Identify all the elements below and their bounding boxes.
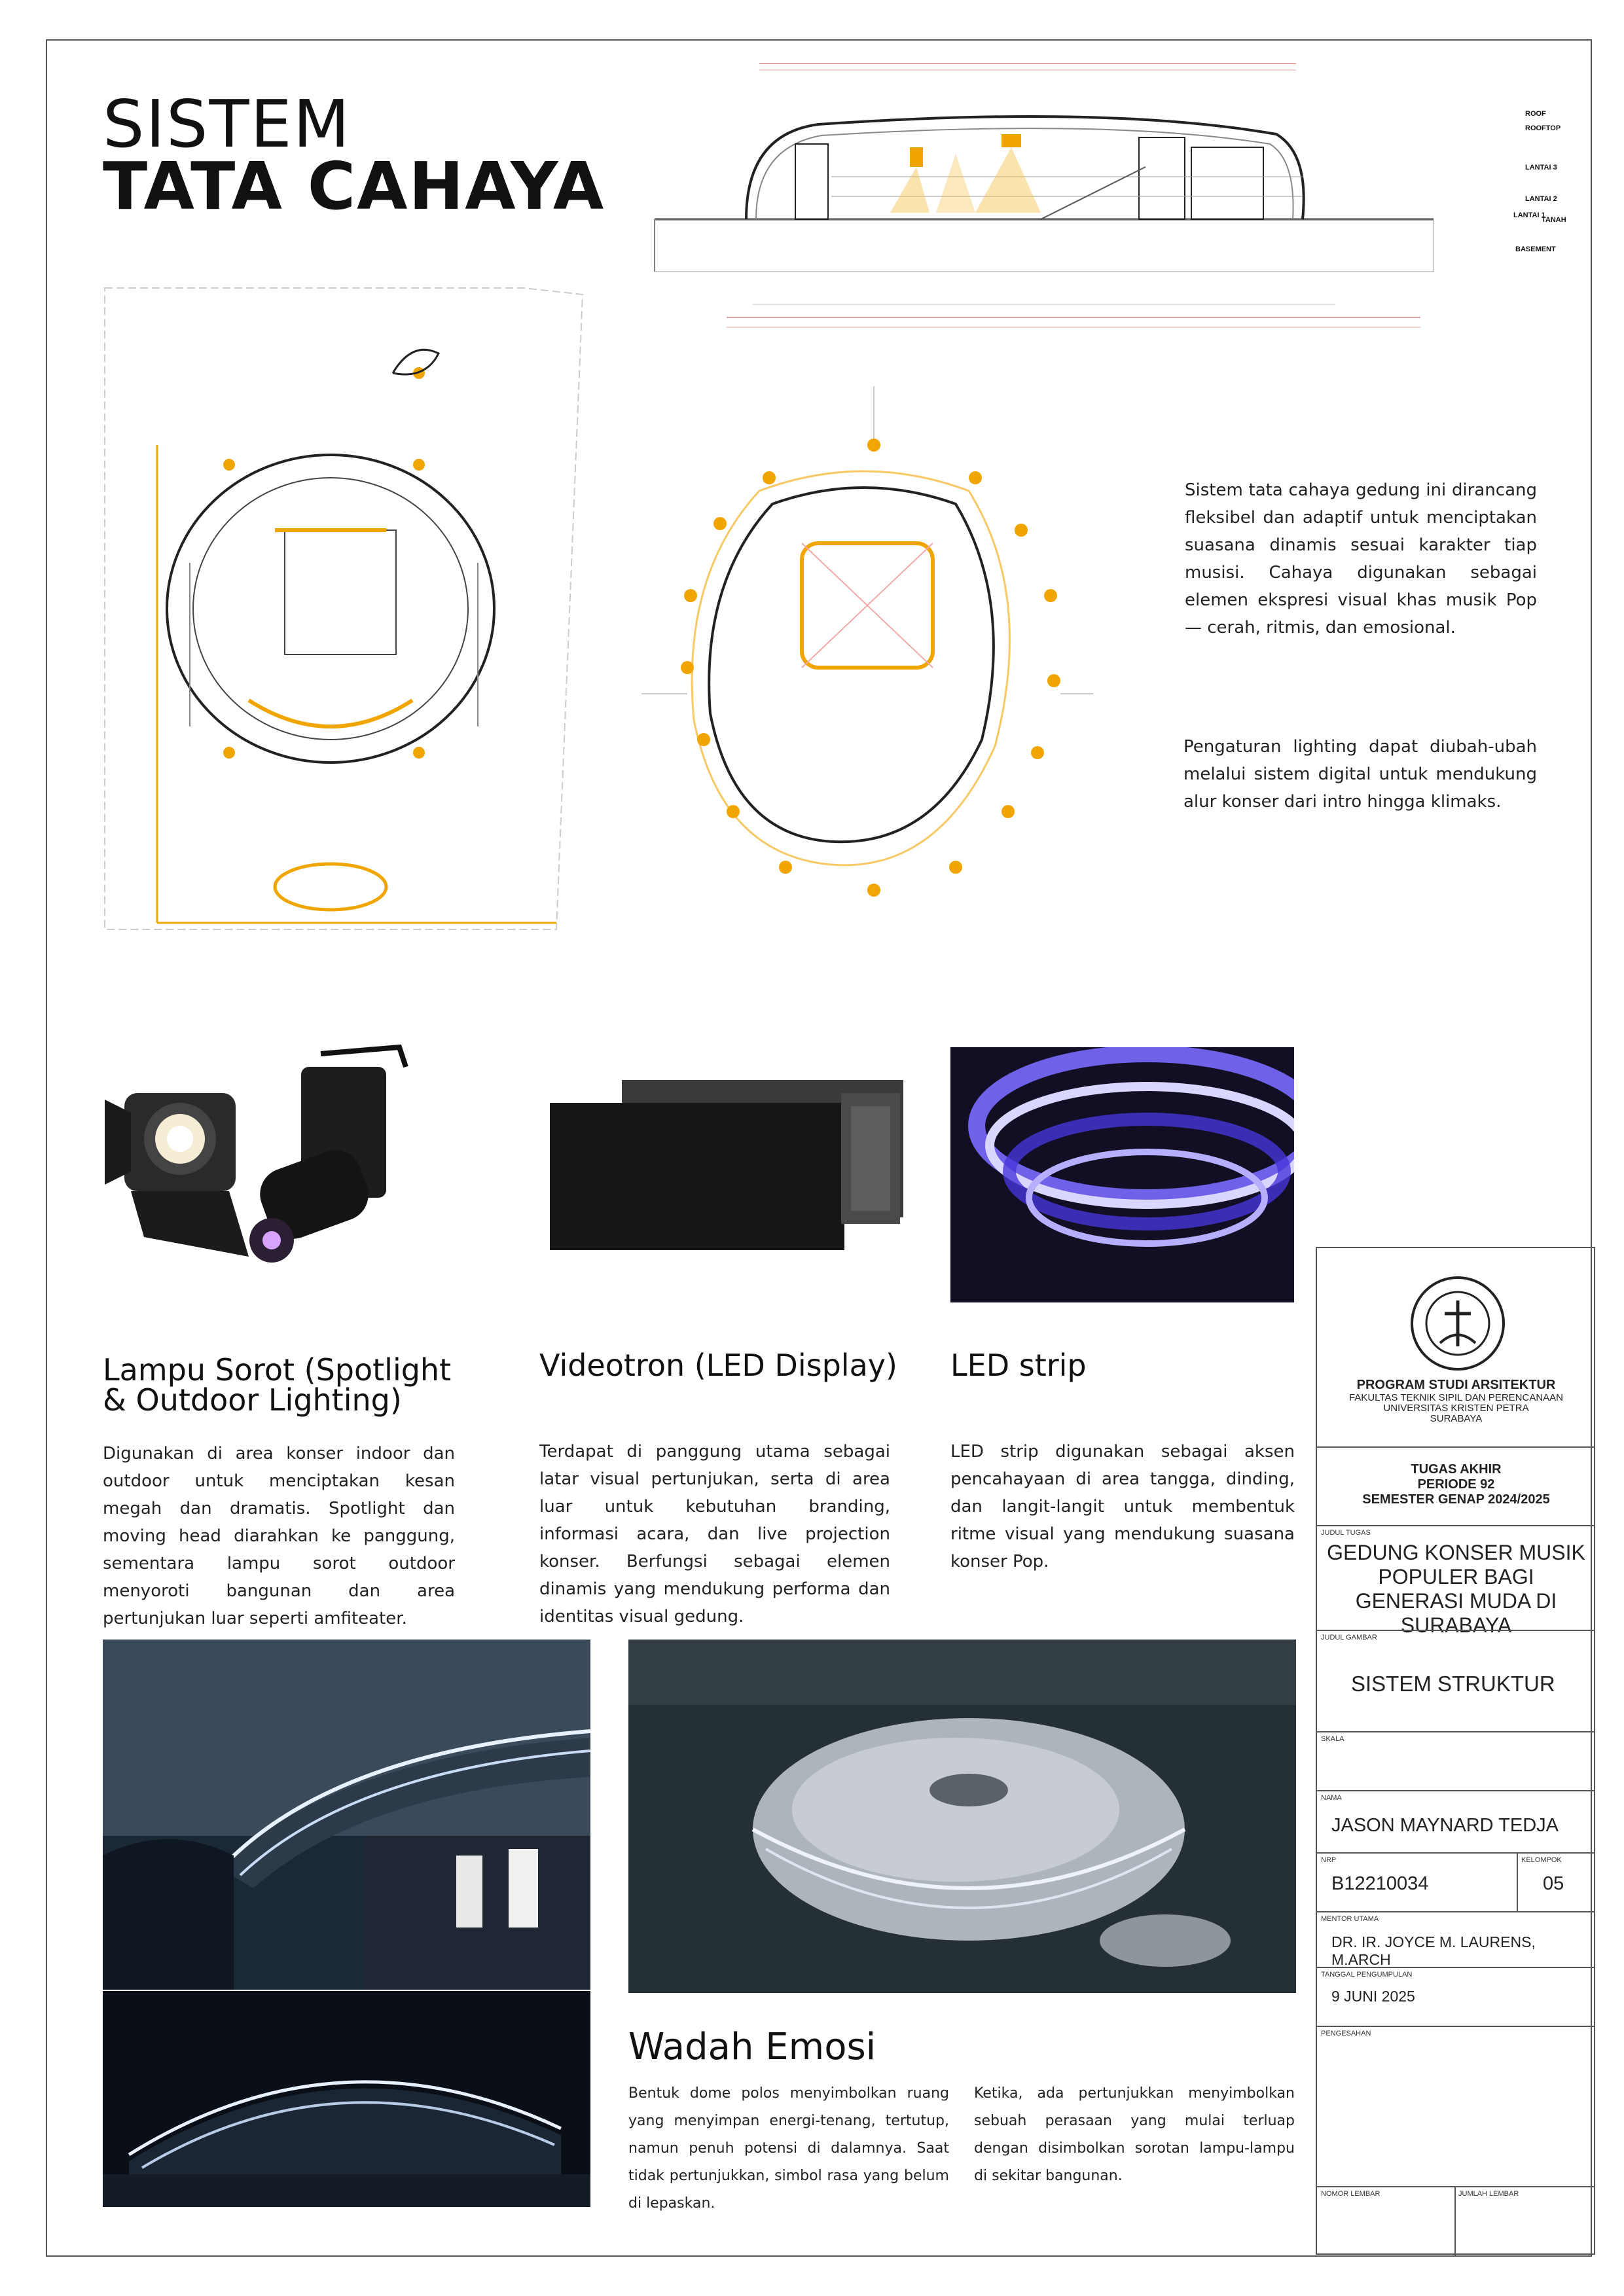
pengesahan-cell xyxy=(1317,2026,1595,2186)
level-label-lantai2: LANTAI 2 xyxy=(1525,195,1557,203)
judul-gambar-value: SISTEM STRUKTUR xyxy=(1351,1672,1555,1696)
judul-tugas-cell xyxy=(1317,1525,1595,1637)
judul-gambar-label: JUDUL GAMBAR xyxy=(1321,1634,1377,1641)
tugas-label: TUGAS AKHIR xyxy=(1411,1462,1502,1477)
videotron-image xyxy=(550,1080,903,1257)
nomor-lembar-cell xyxy=(1317,2186,1595,2255)
led-strip-image xyxy=(950,1047,1294,1302)
jumlah-lembar-label: JUMLAH LEMBAR xyxy=(1458,2190,1519,2198)
judul-gambar-cell xyxy=(1317,1630,1595,1731)
kelompok-value: 05 xyxy=(1543,1873,1564,1894)
pengesahan-label: PENGESAHAN xyxy=(1321,2030,1371,2037)
level-label-rooftop: ROOFTOP xyxy=(1525,124,1561,132)
periode-label: PERIODE 92 xyxy=(1417,1477,1495,1492)
faculty-name: FAKULTAS TEKNIK SIPIL DAN PERENCANAAN xyxy=(1348,1392,1564,1403)
nama-label: NAMA xyxy=(1321,1794,1342,1802)
render-aerial-night xyxy=(628,1640,1296,1993)
skala-label: SKALA xyxy=(1321,1735,1344,1743)
title-line-2: TATA CAHAYA xyxy=(103,148,605,224)
building-section-drawing xyxy=(648,56,1584,363)
product-heading-videotron: Videotron (LED Display) xyxy=(539,1348,897,1383)
title-block-header xyxy=(1317,1247,1595,1446)
level-label-tanah: TANAH xyxy=(1542,216,1566,224)
render-night-wide xyxy=(103,1991,590,2207)
product-text-spotlight: Digunakan di area konser indoor dan outdoor untuk menciptakan kesan megah dan dramatis. Spotlight dan moving head diarahkan ke panggung, sementara lampu sorot outdoor menyoroti bangunan dan area pertunjukan luar seperti amfiteater. xyxy=(103,1444,455,1628)
site-plan-drawing xyxy=(98,268,609,936)
tanggal-cell xyxy=(1317,1967,1595,2026)
title-block xyxy=(1316,1247,1595,2255)
kelompok-label: KELOMPOK xyxy=(1521,1856,1562,1864)
nrp-cell xyxy=(1317,1852,1595,1911)
mentor-label: MENTOR UTAMA xyxy=(1321,1915,1379,1923)
mentor-cell xyxy=(1317,1911,1595,1967)
wadah-text-right: Ketika, ada pertunjukkan menyimbolkan sebuah perasaan yang mulai terluap dengan disimbolkan sorotan lampu-lampu di sekitar bangunan. xyxy=(974,2085,1295,2184)
floor-plan-drawing xyxy=(628,380,1100,903)
judul-tugas-label: JUDUL TUGAS xyxy=(1321,1529,1371,1537)
title-line-1: SISTEM xyxy=(103,86,351,162)
product-text-led-strip: LED strip digunakan sebagai aksen pencahayaan di area tangga, dinding, dan langit-langit untuk membentuk ritme visual yang mendukung suasana konser Pop. xyxy=(950,1442,1295,1571)
city-name: SURABAYA xyxy=(1430,1413,1483,1424)
nrp-value: B12210034 xyxy=(1331,1873,1429,1894)
product-text-videotron: Terdapat di panggung utama sebagai latar visual pertunjukan, serta di area luar untuk kebutuhan branding, informasi acara, dan live projection konser. Berfungsi sebagai elemen dinamis yang mendukung performa dan identitas visual gedung. xyxy=(539,1442,890,1626)
lembar-divider xyxy=(1454,2187,1456,2256)
nrp-label: NRP xyxy=(1321,1856,1337,1864)
university-name: UNIVERSITAS KRISTEN PETRA xyxy=(1383,1403,1529,1414)
tugas-block xyxy=(1317,1446,1595,1525)
product-heading-led-strip: LED strip xyxy=(950,1348,1087,1383)
spotlight-image xyxy=(105,1041,458,1289)
level-label-basement: BASEMENT xyxy=(1515,245,1556,253)
render-night-closeup xyxy=(103,1640,590,1990)
nomor-lembar-label: NOMOR LEMBAR xyxy=(1321,2190,1380,2198)
program-name: PROGRAM STUDI ARSITEKTUR xyxy=(1356,1378,1556,1392)
semester-label: SEMESTER GENAP 2024/2025 xyxy=(1362,1492,1550,1507)
mentor-value: DR. IR. JOYCE M. LAURENS, M.ARCH xyxy=(1331,1933,1536,1968)
skala-cell xyxy=(1317,1731,1595,1790)
intro-paragraph-2: Pengaturan lighting dapat diubah-ubah melalui sistem digital untuk mendukung alur konser dari intro hingga klimaks. xyxy=(1183,737,1537,812)
kelompok-divider xyxy=(1517,1854,1518,1912)
judul-tugas-value: GEDUNG KONSER MUSIK POPULER BAGI GENERASI MUDA DI SURABAYA xyxy=(1327,1541,1585,1637)
tanggal-label: TANGGAL PENGUMPULAN xyxy=(1321,1971,1413,1979)
level-label-lantai3: LANTAI 3 xyxy=(1525,164,1557,171)
tanggal-value: 9 JUNI 2025 xyxy=(1331,1988,1415,2005)
wadah-text-left: Bentuk dome polos menyimbolkan ruang yang menyimpan energi-tenang, tertutup, namun penuh potensi di dalamnya. Saat tidak pertunjukkan, simbol rasa yang belum di lepaskan. xyxy=(628,2085,949,2212)
nama-value: JASON MAYNARD TEDJA xyxy=(1331,1815,1559,1836)
product-heading-spotlight: Lampu Sorot (Spotlight & Outdoor Lighting) xyxy=(103,1352,452,1418)
wadah-heading: Wadah Emosi xyxy=(628,2026,876,2068)
university-seal-logo xyxy=(1409,1274,1507,1372)
nama-cell xyxy=(1317,1790,1595,1852)
intro-paragraph-1: Sistem tata cahaya gedung ini dirancang fleksibel dan adaptif untuk menciptakan suasana dinamis sesuai karakter tiap musisi. Cahaya digunakan sebagai elemen ekspresi visual khas musik Pop — cerah, ritmis, dan emosional. xyxy=(1185,480,1537,637)
level-label-lantai1: LANTAI 1 xyxy=(1513,211,1545,219)
title-block-right-border xyxy=(1594,1247,1595,2255)
level-label-roof: ROOF xyxy=(1525,110,1546,118)
